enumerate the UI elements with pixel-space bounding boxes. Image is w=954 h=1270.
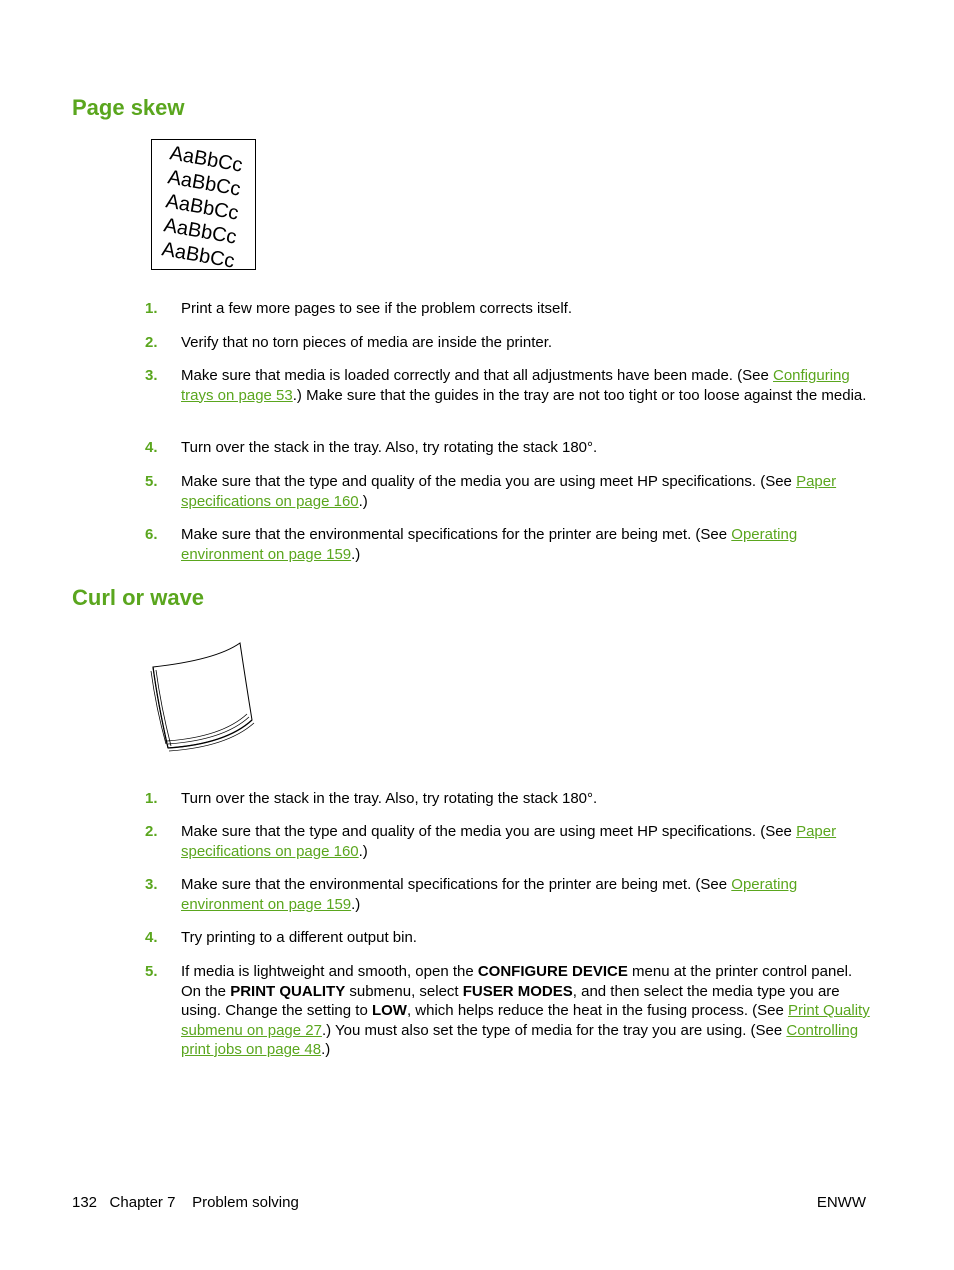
cross-reference-link[interactable]: Paper specifications on page 160 <box>181 473 837 510</box>
list-item <box>145 333 870 353</box>
list-item-text <box>181 962 870 1060</box>
text-run: .) Make sure that the guides in the tray are not too tight or too loose against the media. <box>292 386 867 404</box>
text-run: submenu, select <box>345 982 463 1000</box>
list-item <box>145 962 870 1060</box>
list-item-number: 3. <box>145 876 158 893</box>
text-run: .) <box>351 895 361 913</box>
text-run: Make sure that the type and quality of the media you are using meet HP specifications. (See <box>181 473 797 490</box>
section-title-page-skew: Page skew <box>72 95 185 120</box>
cross-reference-link[interactable]: Paper specifications on page 160 <box>181 823 837 860</box>
list-item <box>145 789 870 809</box>
list-item-text <box>181 875 870 914</box>
list-item <box>145 822 870 861</box>
text-run: Print a few more pages to see if the problem corrects itself. <box>181 300 573 317</box>
list-item-number: 2. <box>145 823 158 840</box>
text-run: Try printing to a different output bin. <box>181 929 417 946</box>
list-item-number: 3. <box>145 367 158 384</box>
text-run: Turn over the stack in the tray. Also, try rotating the stack 180°. <box>181 439 598 456</box>
menu-term: LOW <box>371 1002 407 1019</box>
list-item <box>145 438 870 458</box>
menu-term: FUSER MODES <box>462 982 573 1000</box>
list-item-number: 1. <box>145 300 158 317</box>
cross-reference-link[interactable]: Configuring trays on page 53 <box>181 367 850 404</box>
menu-term: PRINT QUALITY <box>230 982 346 1000</box>
text-run: If media is lightweight and smooth, open the <box>181 963 478 980</box>
text-run: Make sure that media is loaded correctly and that all adjustments have been made. (See <box>181 367 773 384</box>
text-run: , which helps reduce the heat in the fusing process. (See <box>406 1002 789 1019</box>
footer-right <box>817 1193 866 1212</box>
text-run: .) You must also set the type of media for the tray you are using. (See <box>321 1021 787 1039</box>
list-item-number: 5. <box>145 963 158 980</box>
text-run: Make sure that the environmental specifications for the printer are being met. (See <box>181 876 732 893</box>
text-run: Turn over the stack in the tray. Also, try rotating the stack 180°. <box>181 790 598 807</box>
menu-term: CONFIGURE DEVICE <box>477 963 628 980</box>
footer-code: ENWW <box>816 1194 866 1211</box>
list-item-text <box>181 299 870 319</box>
cross-reference-link[interactable]: Controlling print jobs on page 48 <box>181 1021 859 1058</box>
text-run: .) <box>321 1041 331 1058</box>
list-item-number: 5. <box>145 473 158 490</box>
footer-page-number: 132 <box>72 1194 98 1211</box>
text-run: Verify that no torn pieces of media are inside the printer. <box>181 334 553 351</box>
list-item-number: 2. <box>145 334 158 351</box>
footer-chapter-title: Problem solving <box>192 1194 299 1211</box>
list-item <box>145 299 870 319</box>
list-item <box>145 366 870 405</box>
list-item-text <box>181 366 870 405</box>
list-item-text <box>181 333 870 353</box>
skew-sample-line-4: AaBbCc <box>162 214 239 249</box>
cross-reference-link[interactable]: Operating environment on page 159 <box>181 876 798 913</box>
list-item <box>145 928 870 948</box>
list-item <box>145 525 870 564</box>
list-item <box>145 875 870 914</box>
skew-sample-line-5: AaBbCc <box>160 238 237 271</box>
list-item-text <box>181 822 870 861</box>
footer-left <box>72 1193 299 1212</box>
skew-sample-line-1: AaBbCc <box>168 142 245 177</box>
section-title-curl-or-wave: Curl or wave <box>72 585 205 610</box>
text-run: .) <box>358 492 368 510</box>
skew-sample-line-2: AaBbCc <box>166 166 243 201</box>
list-item-text <box>181 789 870 809</box>
text-run: .) <box>358 842 368 860</box>
list-item-text <box>181 438 870 458</box>
list-item-number: 4. <box>145 929 158 946</box>
list-item <box>145 472 870 511</box>
list-item-text <box>181 472 870 511</box>
list-item-text <box>181 525 870 564</box>
text-run: , and then select the media type you are using. Change the setting to <box>181 982 840 1019</box>
skew-sample-line-3: AaBbCc <box>164 190 241 225</box>
cross-reference-link[interactable]: Print Quality submenu on page 27 <box>181 1002 870 1039</box>
text-run: Make sure that the type and quality of the media you are using meet HP specifications. (See <box>181 823 797 840</box>
curled-paper-illustration <box>148 638 260 757</box>
list-item-number: 4. <box>145 439 158 456</box>
list-item-text <box>181 928 870 948</box>
text-run: .) <box>351 545 361 563</box>
list-item-number: 6. <box>145 526 158 543</box>
list-item-number: 1. <box>145 790 158 807</box>
cross-reference-link[interactable]: Operating environment on page 159 <box>181 526 798 563</box>
footer-chapter: Chapter 7 <box>109 1194 176 1211</box>
text-run: Make sure that the environmental specifications for the printer are being met. (See <box>181 526 732 543</box>
page-skew-illustration <box>151 139 257 276</box>
text-run: menu at the printer control panel. On the <box>181 963 853 1000</box>
